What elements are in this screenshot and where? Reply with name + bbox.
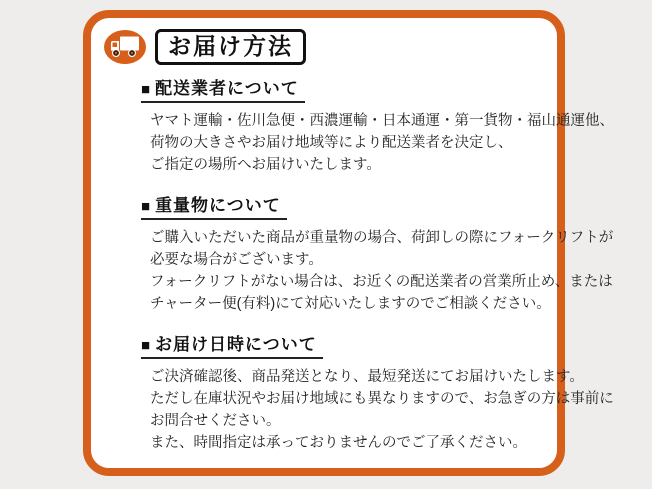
- section-carriers-body: [150, 110, 614, 176]
- section-delivery-datetime: [141, 330, 614, 454]
- delivery-info-panel: [83, 10, 614, 476]
- text-line: チャーター便(有料)にて対応いたしますのでご相談ください。: [150, 296, 551, 312]
- text-line: 必要な場合がございます。: [150, 252, 323, 268]
- section-heavy-items-heading: [141, 191, 287, 220]
- text-line: ご購入いただいた商品が重量物の場合、荷卸しの際にフォークリフトが: [150, 230, 614, 246]
- text-line: フォークリフトがない場合は、お近くの配送業者の営業所止め、または: [150, 274, 613, 290]
- panel-title: お届け方法: [155, 29, 306, 64]
- text-line: 荷物の大きさやお届け地域等により配送業者を決定し、: [150, 135, 513, 151]
- text-line: ただし在庫状況やお届け地域にも異なりますので、お急ぎの方は事前に: [150, 391, 614, 407]
- text-line: また、時間指定は承っておりませんのでご了承ください。: [150, 435, 527, 451]
- section-delivery-datetime-body: [150, 366, 614, 454]
- section-carriers: [141, 74, 614, 176]
- section-heading-text: 配送業者について: [155, 79, 299, 98]
- square-bullet-icon: ■: [141, 337, 152, 354]
- truck-icon: [103, 29, 147, 65]
- panel-header: [103, 28, 557, 66]
- section-heading-text: 重量物について: [155, 196, 281, 215]
- section-heavy-items: [141, 191, 614, 315]
- text-line: ご指定の場所へお届けいたします。: [150, 157, 381, 173]
- section-carriers-heading: [141, 74, 305, 103]
- text-line: お問合せください。: [150, 413, 281, 429]
- square-bullet-icon: ■: [141, 198, 152, 215]
- section-delivery-datetime-heading: [141, 330, 323, 359]
- square-bullet-icon: ■: [141, 81, 152, 98]
- section-heading-text: お届け日時について: [155, 335, 317, 354]
- text-line: ご決済確認後、商品発送となり、最短発送にてお届けいたします。: [150, 369, 584, 385]
- section-heavy-items-body: [150, 227, 614, 315]
- text-line: ヤマト運輸・佐川急便・西濃運輸・日本通運・第一貨物・福山通運他、: [150, 113, 614, 129]
